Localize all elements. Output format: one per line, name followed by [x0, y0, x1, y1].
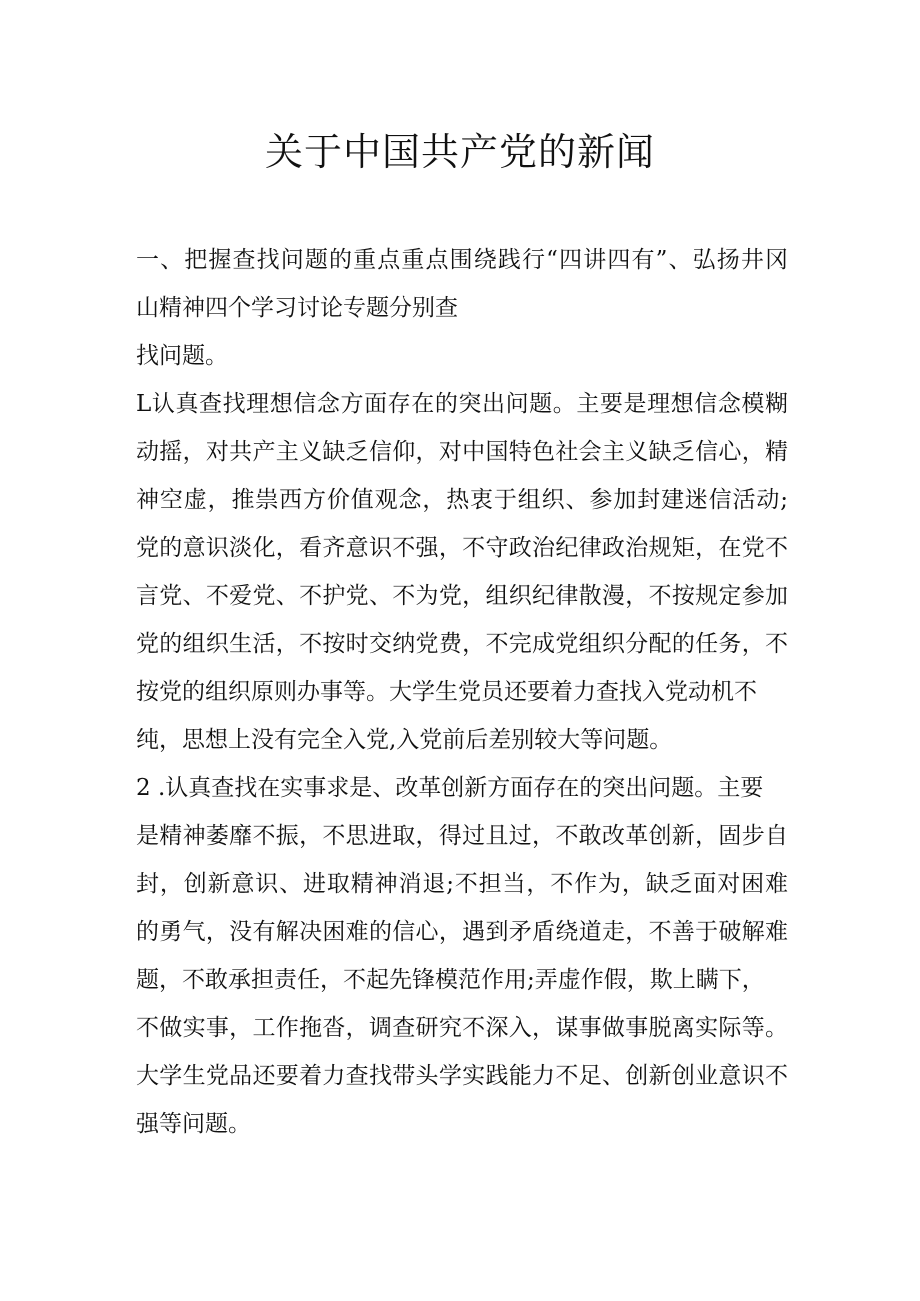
- body-line: 大学生党品还要着力查找带头学实践能力不足、创新创业意识不: [136, 1063, 788, 1089]
- body-line: 题，不敢承担责任，不起先锋模范作用;弄虚作假，欺上瞒下，: [136, 967, 765, 993]
- body-line: 是精神萎靡不振，不思进取，得过且过，不敢改革创新，固步自: [136, 823, 788, 849]
- body-line: 强等问题。: [136, 1111, 251, 1137]
- body-line: 纯，思想上没有完全入党,入党前后差别较大等问题。: [136, 727, 673, 753]
- body-line: 按党的组织原则办事等。大学生党员还要着力查找入党动机不: [136, 679, 757, 705]
- body-line: 不做实事，工作拖沓，调查研究不深入，谋事做事脱离实际等。: [136, 1015, 788, 1041]
- body-line: 2 .认真查找在实事求是、改革创新方面存在的突出问题。主要: [136, 775, 764, 801]
- body-line: 封，创新意识、进取精神消退;不担当，不作为，缺乏面对困难: [136, 871, 788, 897]
- body-line: 党的意识淡化，看齐意识不强，不守政治纪律政治规矩，在党不: [136, 535, 788, 561]
- document-body: [136, 236, 788, 1148]
- body-line: 山精神四个学习讨论专题分别查: [136, 295, 458, 321]
- body-line: 神空虚，推祟西方价值观念，热衷于组织、参加封建迷信活动;: [136, 487, 788, 513]
- body-line: 找问题。: [136, 343, 228, 369]
- body-line: 言党、不爱党、不护党、不为党，组织纪律散漫，不按规定参加: [136, 583, 788, 609]
- body-line: 动摇，对共产主义缺乏信仰，对中国特色社会主义缺乏信心，精: [136, 439, 788, 465]
- body-line: L认真查找理想信念方面存在的突出问题。主要是理想信念模糊: [136, 391, 788, 417]
- document-title: 关于中国共产党的新闻: [264, 130, 655, 174]
- body-line: 党的组织生活，不按时交纳党费，不完成党组织分配的任务，不: [136, 631, 788, 657]
- body-line: 的勇气，没有解决困难的信心，遇到矛盾绕道走，不善于破解难: [136, 919, 788, 945]
- body-line: 一、把握查找问题的重点重点围绕践行“四讲四有”、弘扬井冈: [136, 247, 788, 273]
